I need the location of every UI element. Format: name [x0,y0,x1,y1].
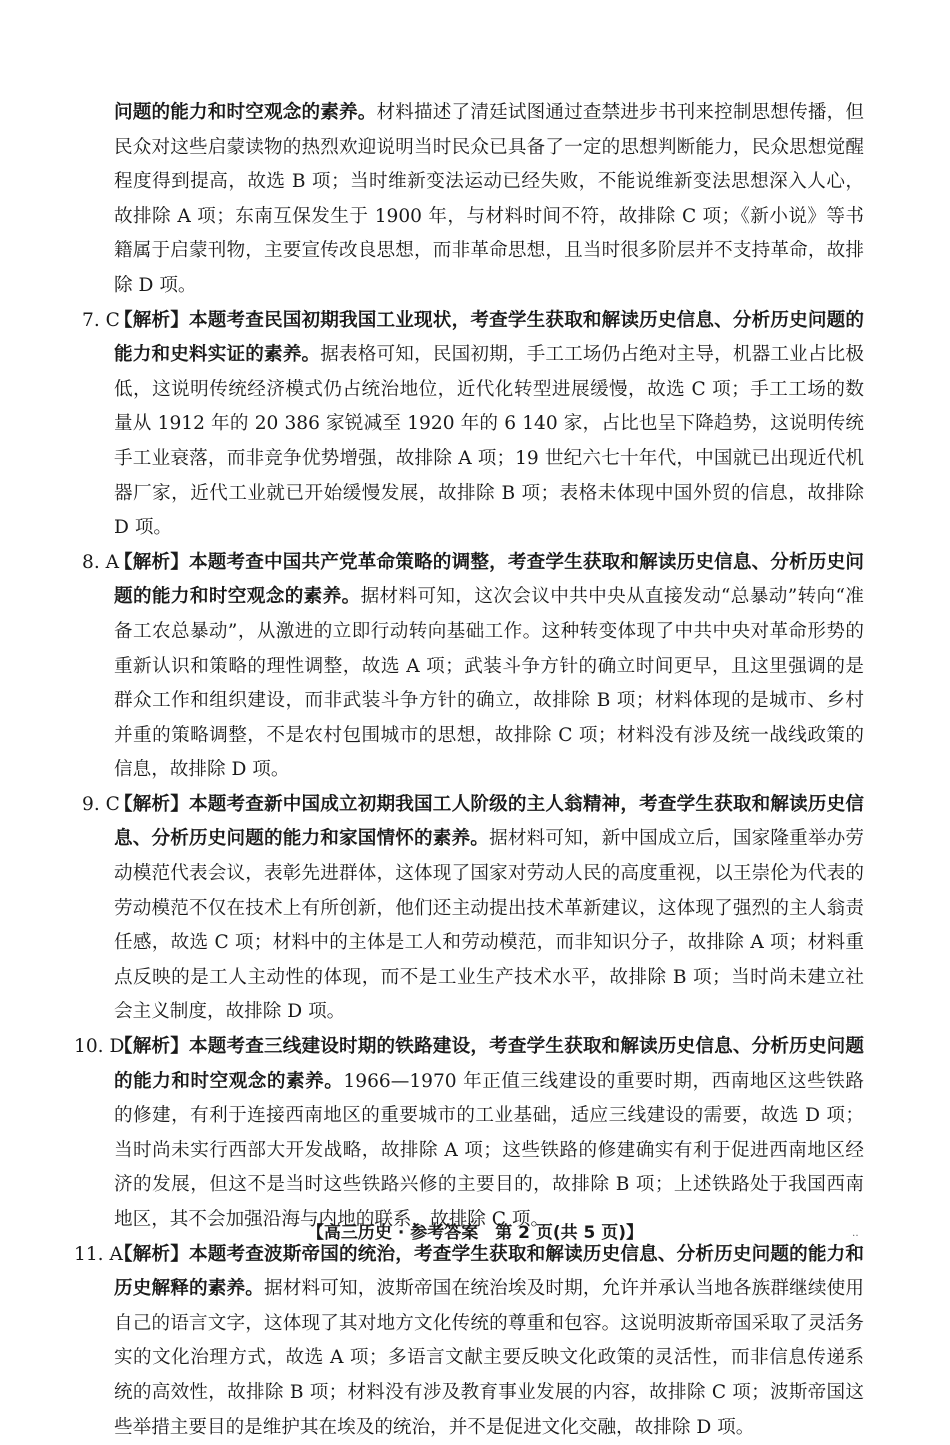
answer-analysis-text: 据材料可知，波斯帝国在统治埃及时期，允许并承认当地各族群继续使用自己的语言文字，这体现了其对地方文化传统的尊重和包容。这说明波斯帝国采取了灵活务实的文化治理方式，故选 A 项；多语言文献主要反映文化政策的灵活性，而非信息传递系统的高效性，故排除 B 项；材料没有涉及教育事业发展的内容，故排除 C 项；波斯帝国这些举措主要目的是维护其在埃及的统治，并不是促进文化交融，故排除 D 项。 [114,1278,864,1438]
answer-analysis-text: 1966—1970 年正值三线建设的重要时期，西南地区这些铁路的修建，有利于连接西南地区的重要城市的工业基础，适应三线建设的需要，故选 D 项；当时尚未实行西部大开发战略，故排除 A 项；这些铁路的修建确实有利于促进西南地区经济的发展，但这不是当时这些铁路兴修的主要目的，故排除 B 项；上述铁路处于我国西南地区，其不会加强沿海与内地的联系，故排除 C 项。 [114,1070,864,1230]
answer-analysis-text: 据材料可知，新中国成立后，国家隆重举办劳动模范代表会议，表彰先进群体，这体现了国家对劳动人民的高度重视，以王崇伦为代表的劳动模范不仅在技术上有所创新，他们还主动提出技术革新建议，这体现了强烈的主人翁责任感，故选 C 项；材料中的主体是工人和劳动模范，而非知识分子，故排除 A 项；材料重点反映的是工人主动性的体现，而不是工业生产技术水平，故排除 B 项；当时尚未建立社会主义制度，故排除 D 项。 [114,828,864,1023]
answer-analysis-text: 据材料可知，这次会议中共中央从直接发动“总暴动”转向“准备工农总暴动”，从激进的立即行动转向基础工作。这种转变体现了中共中央对革命形势的重新认识和策略的理性调整，故选 A 项；武装斗争方针的确立时间更早，且这里强调的是群众工作和组织建设，而非武装斗争方针的确立，故排除 B 项；材料体现的是城市、乡村并重的策略调整，不是农村包围城市的思想，故排除 C 项；材料没有涉及统一战线政策的信息，故排除 D 项。 [114,586,864,781]
answer-analysis-heading: 【解析】本题考查三线建设时期的铁路建设，考查学生获取和解读历史信息、分析历史问题的能力和时空观念的素养。 [114,1036,864,1092]
continuation-bold: 问题的能力和时空观念的素养。 [114,102,377,123]
answer-analysis-heading: 【解析】本题考查波斯帝国的统治，考查学生获取和解读历史信息、分析历史问题的能力和历史解释的素养。 [114,1243,864,1300]
answer-analysis-heading: 【解析】本题考查中国共产党革命策略的调整，考查学生获取和解读历史信息、分析历史问题的能力和时空观念的素养。 [114,551,864,608]
answer-number: 9. C [82,793,120,815]
continuation-paragraph [114,96,864,304]
answer-number: 7. C [82,309,120,331]
answer-item-8 [82,546,864,788]
answer-number: 10. D [74,1036,125,1058]
answer-number: 8. A [82,551,120,573]
continuation-text: 材料描述了清廷试图通过查禁进步书刊来控制思想传播，但民众对这些启蒙读物的热烈欢迎说明当时民众已具备了一定的思想判断能力，民众思想觉醒程度得到提高，故选 B 项；当时维新变法运动已经失败，不能说维新变法思想深入人心，故排除 A 项；东南互保发生于 1900 年，与材料时间不符，故排除 C 项；《新小说》等书籍属于启蒙刊物，主要宣传改良思想，而非革命思想，且当时很多阶层并不支持革命，故排除 D 项。 [114,102,864,296]
answer-analysis-heading: 【解析】本题考查民国初期我国工业现状，考查学生获取和解读历史信息、分析历史问题的能力和史料实证的素养。 [114,309,864,366]
answer-item-10 [74,1030,864,1238]
answer-analysis-heading: 【解析】本题考查新中国成立初期我国工人阶级的主人翁精神，考查学生获取和解读历史信息、分析历史问题的能力和家国情怀的素养。 [114,793,864,850]
answer-item-11 [74,1238,864,1445]
answer-item-9 [82,788,864,1030]
corner-mark: ‥ [852,1228,859,1239]
answer-item-7 [82,304,864,546]
answer-number: 11. A [74,1243,123,1265]
answer-analysis-text: 据表格可知，民国初期，手工工场仍占绝对主导，机器工业占比极低，这说明传统经济模式仍占统治地位，近代化转型进展缓慢，故选 C 项；手工工场的数量从 1912 年的 20 386 家锐减至 1920 年的 6 140 家，占比也呈下降趋势，这说明传统手工业衰落，而非竞争优势增强，故排除 A 项；19 世纪六七十年代，中国就已出现近代机器厂家，近代工业就已开始缓慢发展，故排除 B 项；表格未体现中国外贸的信息，故排除 D 项。 [114,344,864,539]
page-footer: 【高三历史 · 参考答案 第 2 页(共 5 页)】 [306,1223,644,1243]
